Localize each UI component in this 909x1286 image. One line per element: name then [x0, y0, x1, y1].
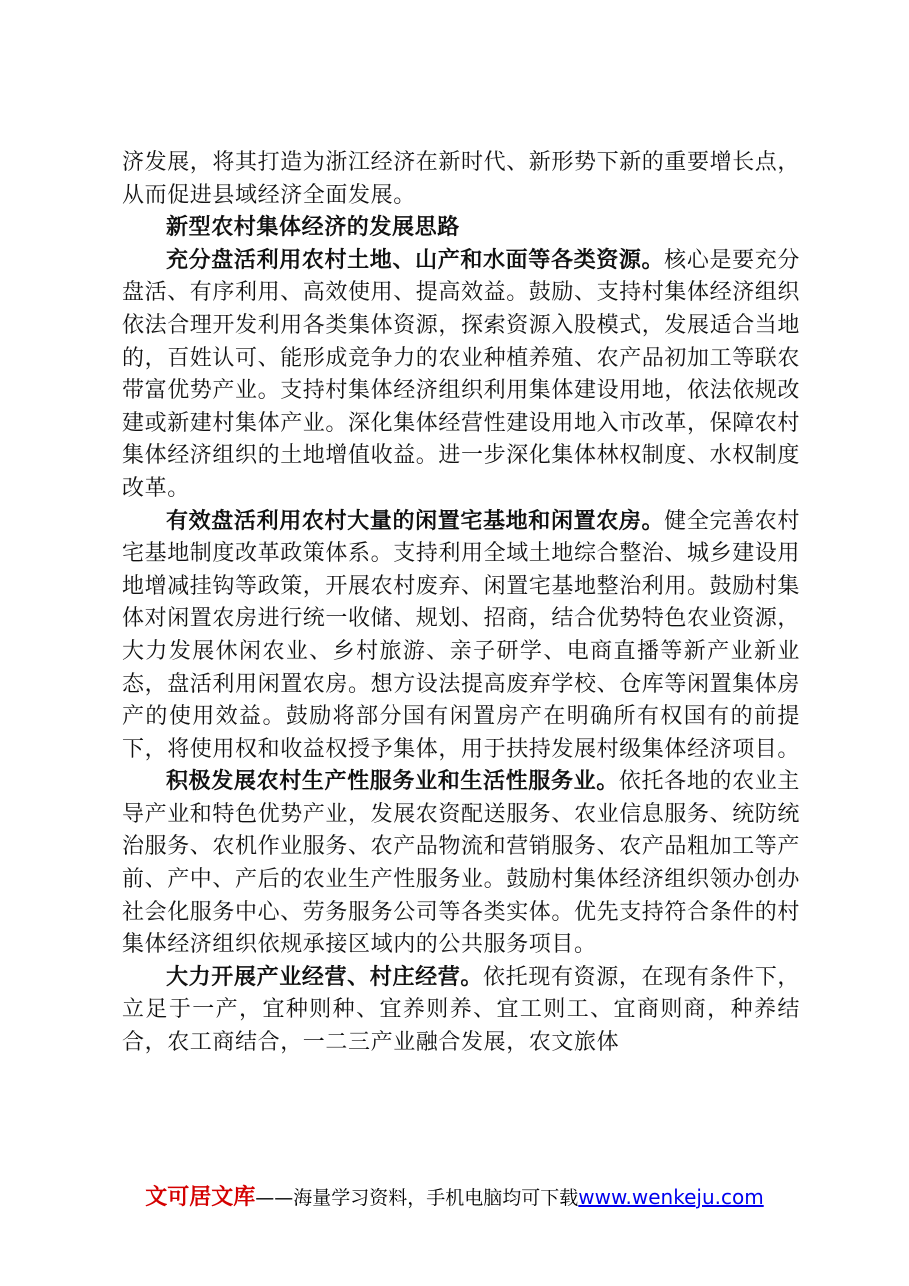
website-link[interactable]: www.wenkeju.com — [578, 1185, 764, 1209]
section-heading — [122, 212, 800, 245]
paragraph-operations — [122, 962, 800, 1060]
paragraph-continuation — [122, 147, 800, 212]
paragraph-lead: 大力开展产业经营、村庄经营。 — [166, 964, 484, 990]
paragraph-idle-housing — [122, 506, 800, 767]
paragraph-lead: 有效盘活利用农村大量的闲置宅基地和闲置农房。 — [166, 508, 665, 534]
paragraph-text: 依托各地的农业主导产业和特色优势产业，发展农资配送服务、农业信息服务、统防统治服务、农机作业服务、农产品物流和营销服务、农产品粗加工等产前、产中、产后的农业生产性服务业。鼓励村集体经济组织领办创办社会化服务中心、劳务服务公司等各类实体。优先支持符合条件的村集体经济组织依规承接区域内的公共服务项目。 — [122, 769, 801, 958]
section-heading-text: 新型农村集体经济的发展思路 — [166, 215, 460, 241]
paragraph-lead: 积极发展农村生产性服务业和生活性服务业。 — [166, 769, 619, 795]
brand-name: 文可居文库 — [145, 1185, 256, 1210]
paragraph-text: 济发展，将其打造为浙江经济在新时代、新形势下新的重要增长点，从而促进县域经济全面发展。 — [122, 150, 801, 208]
paragraph-text: 健全完善农村宅基地制度改革政策体系。支持利用全域土地综合整治、城乡建设用地增减挂钩等政策，开展农村废弃、闲置宅基地整治利用。鼓励村集体对闲置农房进行统一收储、规划、招商，结合优势特色农业资源，大力发展休闲农业、乡村旅游、亲子研学、电商直播等新产业新业态，盘活利用闲置农房。想方设法提高废弃学校、仓库等闲置集体房产的使用效益。鼓励将部分国有闲置房产在明确所有权国有的前提下，将使用权和收益权授予集体，用于扶持发展村级集体经济项目。 — [122, 508, 801, 762]
paragraph-lead: 充分盘活利用农村土地、山产和水面等各类资源。 — [166, 247, 665, 273]
paragraph-text: 核心是要充分盘活、有序利用、高效使用、提高效益。鼓励、支持村集体经济组织依法合理开发利用各类集体资源，探索资源入股模式，发展适合当地的，百姓认可、能形成竞争力的农业种植养殖、农产品初加工等联农带富优势产业。支持村集体经济组织利用集体建设用地，依法依规改建或新建村集体产业。深化集体经营性建设用地入市改革，保障农村集体经济组织的土地增值收益。进一步深化集体林权制度、水权制度改革。 — [122, 247, 801, 501]
paragraph-text: 依托现有资源，在现有条件下，立足于一产，宜种则种、宜养则养、宜工则工、宜商则商，种养结合，农工商结合，一二三产业融合发展，农文旅体 — [122, 964, 801, 1056]
footer-tagline: ——海量学习资料，手机电脑均可下载 — [255, 1187, 579, 1209]
document-body — [122, 147, 800, 1060]
page-footer — [0, 1180, 909, 1211]
paragraph-resources — [122, 245, 800, 506]
paragraph-services — [122, 766, 800, 962]
